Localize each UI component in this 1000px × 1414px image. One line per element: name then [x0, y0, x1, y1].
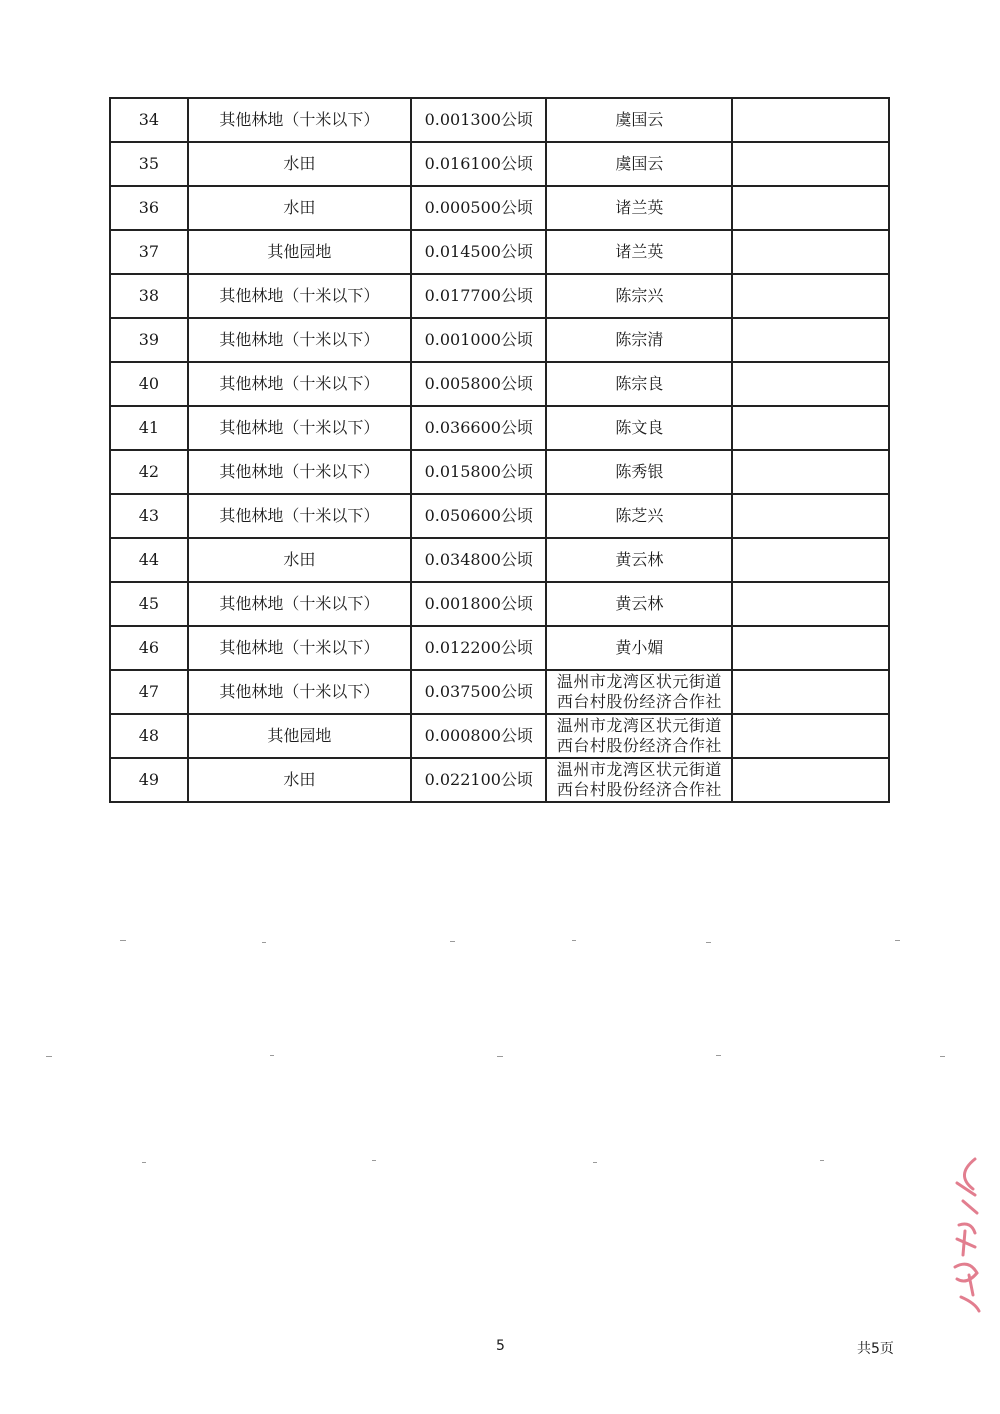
- owner-name: [546, 758, 732, 802]
- row-number: 46: [110, 626, 188, 670]
- land-area: 0.036600公顷: [411, 406, 546, 450]
- land-parcel-table: [109, 97, 890, 803]
- land-area: 0.005800公顷: [411, 362, 546, 406]
- row-number: 39: [110, 318, 188, 362]
- row-number: 45: [110, 582, 188, 626]
- land-type: 其他林地（十米以下）: [188, 318, 411, 362]
- note-cell: [732, 142, 889, 186]
- table-row: [110, 626, 889, 670]
- owner-name-line1: 温州市龙湾区状元街道: [556, 716, 722, 735]
- table-row: [110, 186, 889, 230]
- row-number: 35: [110, 142, 188, 186]
- owner-name-line1: 温州市龙湾区状元街道: [556, 760, 722, 779]
- table-row: [110, 274, 889, 318]
- scan-speck: [716, 1055, 721, 1056]
- note-cell: [732, 582, 889, 626]
- table-row: [110, 494, 889, 538]
- note-cell: [732, 626, 889, 670]
- land-type: 水田: [188, 142, 411, 186]
- land-type: 其他园地: [188, 230, 411, 274]
- scan-speck: [372, 1160, 376, 1161]
- land-type: 其他林地（十米以下）: [188, 494, 411, 538]
- land-type: 水田: [188, 538, 411, 582]
- owner-name-line1: 温州市龙湾区状元街道: [556, 672, 722, 691]
- table-row: [110, 758, 889, 802]
- land-type: 其他园地: [188, 714, 411, 758]
- owner-name: 虞国云: [546, 142, 732, 186]
- table-row: [110, 230, 889, 274]
- owner-name: 陈秀银: [546, 450, 732, 494]
- scan-speck: [820, 1160, 824, 1161]
- land-area: 0.050600公顷: [411, 494, 546, 538]
- row-number: 44: [110, 538, 188, 582]
- row-number: 36: [110, 186, 188, 230]
- row-number: 37: [110, 230, 188, 274]
- land-area: 0.017700公顷: [411, 274, 546, 318]
- note-cell: [732, 406, 889, 450]
- owner-name: 虞国云: [546, 98, 732, 142]
- land-type: 其他林地（十米以下）: [188, 406, 411, 450]
- note-cell: [732, 186, 889, 230]
- note-cell: [732, 274, 889, 318]
- owner-name: 诸兰英: [546, 230, 732, 274]
- land-type: 其他林地（十米以下）: [188, 362, 411, 406]
- page-number: 5: [496, 1338, 505, 1354]
- scan-speck: [120, 940, 126, 941]
- land-area: 0.001800公顷: [411, 582, 546, 626]
- owner-name: 陈宗清: [546, 318, 732, 362]
- table-row: [110, 582, 889, 626]
- land-area: 0.037500公顷: [411, 670, 546, 714]
- row-number: 41: [110, 406, 188, 450]
- row-number: 34: [110, 98, 188, 142]
- row-number: 43: [110, 494, 188, 538]
- owner-name: 陈宗良: [546, 362, 732, 406]
- note-cell: [732, 362, 889, 406]
- note-cell: [732, 758, 889, 802]
- scan-speck: [46, 1056, 52, 1057]
- scan-speck: [572, 940, 576, 941]
- scan-speck: [262, 942, 266, 943]
- table-row: [110, 362, 889, 406]
- note-cell: [732, 450, 889, 494]
- owner-name: 黄小媚: [546, 626, 732, 670]
- note-cell: [732, 318, 889, 362]
- land-type: 水田: [188, 186, 411, 230]
- scan-speck: [450, 941, 455, 942]
- land-area: 0.034800公顷: [411, 538, 546, 582]
- scan-speck: [593, 1162, 597, 1163]
- note-cell: [732, 494, 889, 538]
- owner-name: 陈宗兴: [546, 274, 732, 318]
- land-area: 0.016100公顷: [411, 142, 546, 186]
- table-row: [110, 98, 889, 142]
- land-type: 其他林地（十米以下）: [188, 274, 411, 318]
- land-area: 0.012200公顷: [411, 626, 546, 670]
- owner-name-line2: 西台村股份经济合作社: [556, 736, 722, 755]
- row-number: 42: [110, 450, 188, 494]
- note-cell: [732, 714, 889, 758]
- table-row: [110, 142, 889, 186]
- land-type: 水田: [188, 758, 411, 802]
- scan-speck: [940, 1056, 945, 1057]
- table-row: [110, 670, 889, 714]
- page-total: 共5页: [857, 1341, 894, 1357]
- land-area: 0.022100公顷: [411, 758, 546, 802]
- note-cell: [732, 538, 889, 582]
- land-type: 其他林地（十米以下）: [188, 98, 411, 142]
- table-row: [110, 538, 889, 582]
- owner-name: 诸兰英: [546, 186, 732, 230]
- owner-name: [546, 670, 732, 714]
- owner-name: 黄云林: [546, 538, 732, 582]
- note-cell: [732, 670, 889, 714]
- row-number: 38: [110, 274, 188, 318]
- owner-name-line2: 西台村股份经济合作社: [556, 780, 722, 799]
- row-number: 48: [110, 714, 188, 758]
- table-row: [110, 450, 889, 494]
- land-area: 0.001000公顷: [411, 318, 546, 362]
- scan-speck: [895, 940, 900, 941]
- land-area: 0.000800公顷: [411, 714, 546, 758]
- note-cell: [732, 230, 889, 274]
- owner-name: 黄云林: [546, 582, 732, 626]
- note-cell: [732, 98, 889, 142]
- owner-name: 陈芝兴: [546, 494, 732, 538]
- land-type: 其他林地（十米以下）: [188, 582, 411, 626]
- land-area: 0.015800公顷: [411, 450, 546, 494]
- scan-speck: [270, 1055, 274, 1056]
- table-row: [110, 406, 889, 450]
- land-area: 0.014500公顷: [411, 230, 546, 274]
- land-area: 0.001300公顷: [411, 98, 546, 142]
- owner-name-line2: 西台村股份经济合作社: [556, 692, 722, 711]
- partial-seal-stamp: [945, 1155, 985, 1315]
- land-type: 其他林地（十米以下）: [188, 670, 411, 714]
- table-body: [110, 98, 889, 802]
- owner-name: [546, 714, 732, 758]
- row-number: 47: [110, 670, 188, 714]
- scan-speck: [142, 1162, 146, 1163]
- land-type: 其他林地（十米以下）: [188, 626, 411, 670]
- owner-name: 陈文良: [546, 406, 732, 450]
- land-area: 0.000500公顷: [411, 186, 546, 230]
- table-row: [110, 714, 889, 758]
- land-type: 其他林地（十米以下）: [188, 450, 411, 494]
- row-number: 49: [110, 758, 188, 802]
- table-row: [110, 318, 889, 362]
- scan-speck: [497, 1056, 503, 1057]
- scan-speck: [706, 942, 711, 943]
- row-number: 40: [110, 362, 188, 406]
